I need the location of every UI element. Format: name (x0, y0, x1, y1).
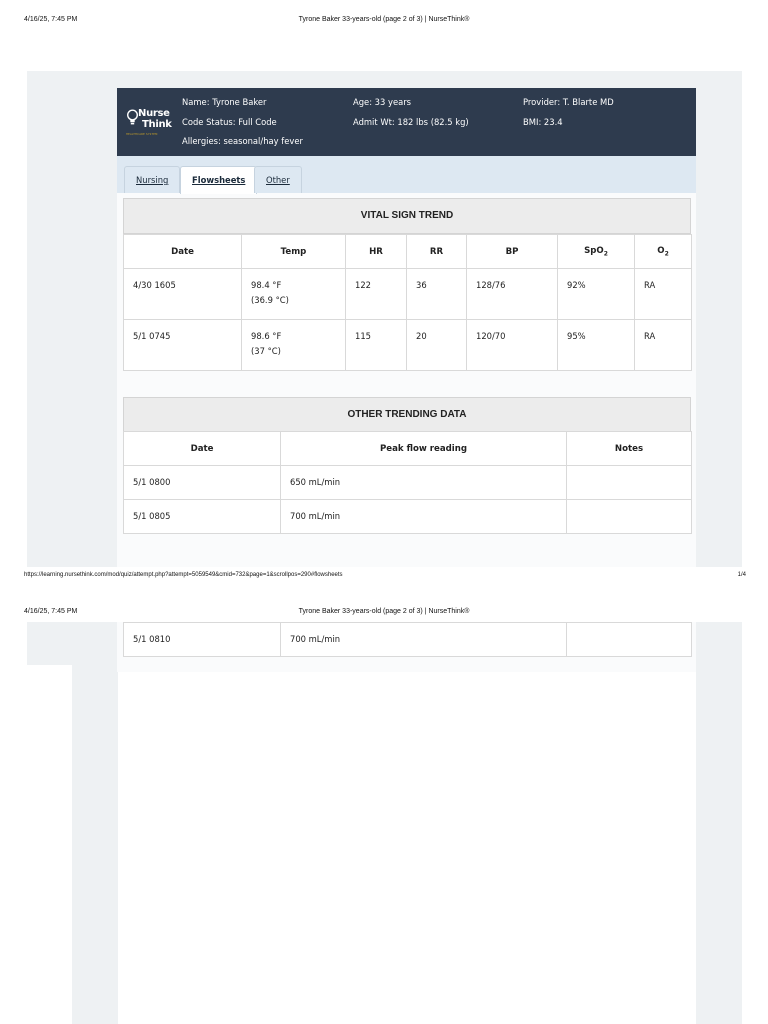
logo-text-nurse: Nurse (138, 108, 170, 119)
col-header-spo2 (558, 235, 635, 269)
page-background-panel (27, 622, 118, 665)
cell-temp (242, 269, 346, 320)
cell-temp (242, 320, 346, 371)
cell-date: 5/1 0805 (124, 500, 281, 534)
col-header-hr: HR (346, 235, 407, 269)
spo2-subscript: 2 (603, 250, 608, 258)
cell-hr: 115 (346, 320, 407, 371)
cell-peak-flow: 700 mL/min (281, 500, 567, 534)
spo2-label: SpO (584, 245, 604, 256)
cell-hr: 122 (346, 269, 407, 320)
page-background-panel (696, 622, 742, 1024)
temp-fahrenheit: 98.4 °F (251, 280, 282, 290)
print-title: Tyrone Baker 33-years-old (page 2 of 3) | NurseThink® (298, 608, 470, 615)
cell-notes (567, 466, 692, 500)
print-footer (0, 572, 768, 584)
tab-other[interactable]: Other (254, 166, 302, 193)
other-trending-table (123, 431, 692, 534)
print-header (0, 16, 768, 30)
col-header-rr: RR (407, 235, 467, 269)
other-trending-title: OTHER TRENDING DATA (123, 397, 691, 432)
col-header-peak-flow: Peak flow reading (281, 432, 567, 466)
cell-peak-flow: 650 mL/min (281, 466, 567, 500)
cell-o2: RA (635, 269, 692, 320)
table-row (124, 466, 692, 500)
table-row (124, 500, 692, 534)
print-date: 4/16/25, 7:45 PM (24, 16, 78, 23)
cell-notes (567, 500, 692, 534)
tab-flowsheets[interactable]: Flowsheets (180, 166, 257, 194)
cell-bp: 128/76 (467, 269, 558, 320)
col-header-o2 (635, 235, 692, 269)
cell-spo2: 95% (558, 320, 635, 371)
other-trending-table-continued (123, 622, 692, 657)
col-header-date: Date (124, 432, 281, 466)
o2-subscript: 2 (664, 250, 669, 258)
table-row (124, 623, 692, 657)
cell-date: 5/1 0800 (124, 466, 281, 500)
cell-date: 5/1 0745 (124, 320, 242, 371)
print-title: Tyrone Baker 33-years-old (page 2 of 3) | NurseThink® (298, 16, 470, 23)
cell-o2: RA (635, 320, 692, 371)
nursethink-logo (125, 108, 173, 140)
patient-provider: Provider: T. Blarte MD (523, 97, 614, 107)
cell-peak-flow: 700 mL/min (281, 623, 567, 657)
col-header-bp: BP (467, 235, 558, 269)
temp-celsius: (37 °C) (251, 346, 281, 356)
print-date: 4/16/25, 7:45 PM (24, 608, 78, 615)
tab-bar (117, 156, 696, 193)
logo-tagline: HEALTHCARE SYSTEM (126, 133, 158, 136)
page-background-panel (72, 665, 118, 1024)
print-header-page-2 (0, 608, 768, 622)
cell-date: 5/1 0810 (124, 623, 281, 657)
col-header-temp: Temp (242, 235, 346, 269)
other-trending-header-row (124, 432, 692, 466)
vital-sign-header-row (124, 235, 692, 269)
table-row (124, 320, 692, 371)
vital-sign-table (123, 234, 692, 371)
patient-bmi: BMI: 23.4 (523, 117, 563, 127)
print-url: https://learning.nursethink.com/mod/quiz/attempt.php?attempt=5059549&cmid=732&page=1&scrollpos=290#flowsheets (24, 572, 343, 578)
cell-date: 4/30 1605 (124, 269, 242, 320)
temp-celsius: (36.9 °C) (251, 295, 289, 305)
temp-fahrenheit: 98.6 °F (251, 331, 282, 341)
col-header-date: Date (124, 235, 242, 269)
print-page-number: 1/4 (737, 572, 746, 578)
cell-notes (567, 623, 692, 657)
patient-name: Name: Tyrone Baker (182, 97, 267, 107)
patient-age: Age: 33 years (353, 97, 412, 107)
cell-bp: 120/70 (467, 320, 558, 371)
cell-spo2: 92% (558, 269, 635, 320)
logo-text-think: Think (142, 119, 172, 130)
patient-allergies: Allergies: seasonal/hay fever (182, 136, 303, 146)
cell-rr: 36 (407, 269, 467, 320)
cell-rr: 20 (407, 320, 467, 371)
patient-info-bar (117, 88, 696, 156)
table-row (124, 269, 692, 320)
patient-code-status: Code Status: Full Code (182, 117, 277, 127)
o2-label: O (657, 245, 665, 256)
tab-nursing[interactable]: Nursing (124, 166, 180, 193)
patient-admit-weight: Admit Wt: 182 lbs (82.5 kg) (353, 117, 469, 127)
vital-sign-trend-title: VITAL SIGN TREND (123, 198, 691, 234)
col-header-notes: Notes (567, 432, 692, 466)
